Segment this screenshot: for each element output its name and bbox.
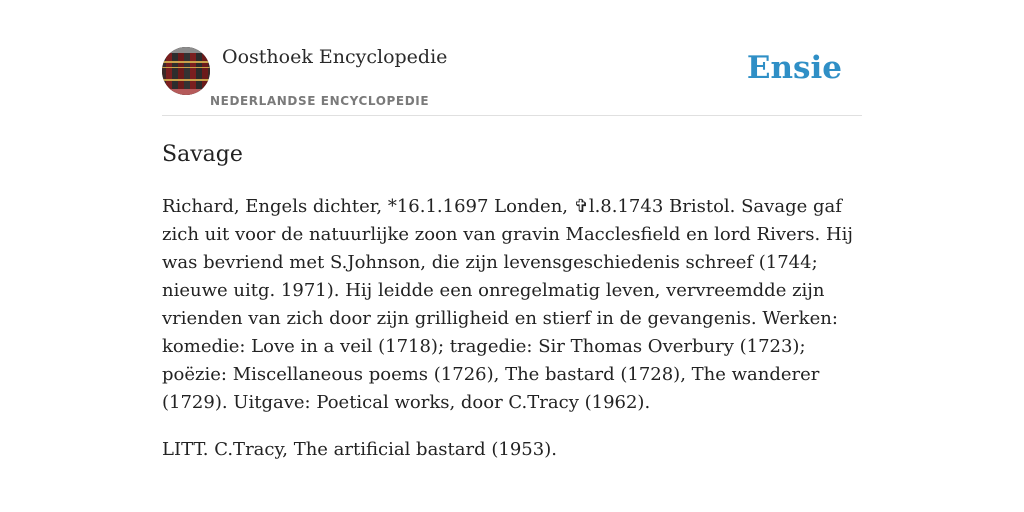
site-header — [162, 0, 862, 116]
encyclopedia-books-icon[interactable] — [162, 47, 210, 95]
page — [162, 0, 862, 512]
entry-literature: LITT. C.Tracy, The artificial bastard (1953). — [162, 439, 557, 460]
logo-graphic — [162, 47, 210, 95]
site-subtitle: NEDERLANDSE ENCYCLOPEDIE — [210, 94, 430, 108]
site-title[interactable]: Oosthoek Encyclopedie — [222, 46, 448, 68]
entry-title: Savage — [162, 142, 243, 167]
entry-body: Richard, Engels dichter, *16.1.1697 Londen, ✞l.8.1743 Bristol. Savage gaf zich uit voor de natuurlijke zoon van gravin Macclesfield en lord Rivers. Hij was bevriend met S.Johnson, die zijn levensgeschiedenis schreef (1744; nieuwe uitg. 1971). Hij leidde een onregelmatig leven, vervreemdde zijn vrienden van zich door zijn grilligheid en stierf in de gevangenis. Werken: komedie: Love in a veil (1718); tragedie: Sir Thomas Overbury (1723); poëzie: Miscellaneous poems (1726), The bastard (1728), The wanderer (1729). Uitgave: Poetical works, door C.Tracy (1962). — [162, 196, 854, 413]
brand-logo-link[interactable]: Ensie — [746, 50, 842, 86]
